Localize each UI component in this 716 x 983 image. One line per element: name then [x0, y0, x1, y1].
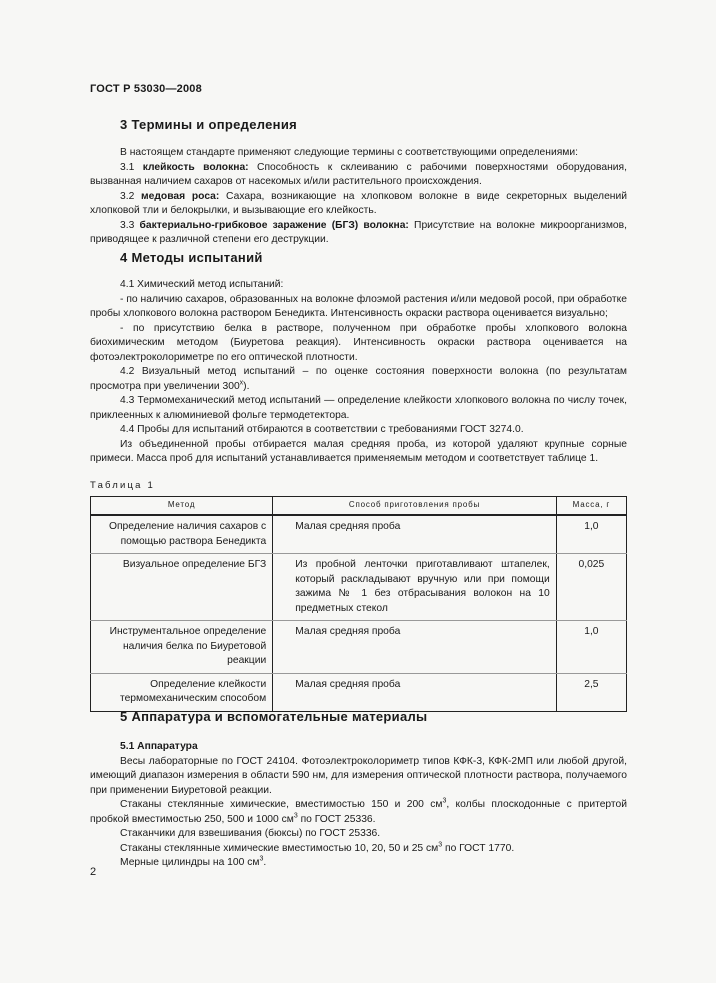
section-4-title: 4 Методы испытаний [120, 250, 263, 265]
cell-method: Определение клейкости термомеханическим способом [91, 673, 273, 711]
section-3-intro: В настоящем стандарте применяют следующие термины с соответствующими определениями: [120, 147, 578, 158]
cell-prep: Малая средняя проба [273, 673, 557, 711]
para-4-4-cont: Из объединенной пробы отбирается малая средняя проба, из которой удаляют крупные сорные примеси. Масса проб для испытаний устанавливается применяемым методом и соответствует таблице 1. [90, 438, 627, 464]
para-5-1-scales: Весы лабораторные по ГОСТ 24104. Фотоэлектроколориметр типов КФК-3, КФК-2МП или любой другой, имеющий диапазон измерения в области 590 нм, для измерения оптической плотности раствора, получаемого при применении Биуретовой реакции. [90, 755, 627, 796]
term-3-1-name: клейкость волокна: [142, 161, 249, 173]
term-3-2-name: медовая роса: [141, 190, 220, 202]
cell-mass: 0,025 [556, 554, 626, 621]
cell-prep: Малая средняя проба [273, 515, 557, 554]
section-5-body [90, 740, 627, 871]
table-row [91, 515, 627, 554]
term-3-2: 3.2 медовая роса: Сахара, возникающие на хлопковом волокне в виде секреторных выделений хлопковой тли и белокрылки, и вызывающие его клейкость. [90, 190, 627, 216]
cell-mass: 2,5 [556, 673, 626, 711]
table-caption: Таблица 1 [90, 480, 155, 491]
section-3-body [90, 146, 627, 248]
para-4-1: 4.1 Химический метод испытаний: [120, 279, 284, 290]
para-4-4: 4.4 Пробы для испытаний отбираются в соответствии с требованиями ГОСТ 3274.0. [120, 424, 524, 435]
subsection-5-1-title: 5.1 Аппаратура [120, 741, 198, 752]
para-5-1-beakers: Стаканы стеклянные химические, вместимостью 150 и 200 $см^3$, колбы плоскодонные с притертой пробкой вместимостью 250, 500 и 1000 $см^3$ по ГОСТ 25336. [90, 797, 628, 825]
section-5-title: 5 Аппаратура и вспомогательные материалы [120, 709, 428, 724]
cell-method: Инструментальное определение наличия белка по Биуретовой реакции [91, 621, 273, 674]
header-method: Метод [91, 497, 273, 516]
cell-prep: Малая средняя проба [273, 621, 557, 674]
header-prep: Способ приготовления пробы [273, 497, 557, 516]
cell-method: Определение наличия сахаров с помощью раствора Бенедикта [91, 515, 273, 554]
para-4-2: 4.2 Визуальный метод испытаний – по оценке состояния поверхности волокна (по результатам просмотра при увеличении $300^х$). [90, 366, 627, 392]
para-4-3: 4.3 Термомеханический метод испытаний — определение клейкости хлопкового волокна по числу точек, приклеенных к алюминиевой фольге термодетектора. [90, 395, 627, 421]
para-4-1-sugar: - по наличию сахаров, образованных на волокне флоэмой растения и/или медовой росой, при обработке пробы хлопкового волокна раствором Бенедикта. Интенсивность окраски раствора оценивается визуально; [90, 293, 627, 319]
header-mass: Масса, г [556, 497, 626, 516]
term-3-3-name: бактериально-грибковое заражение (БГЗ) волокна: [139, 219, 409, 231]
table-row [91, 673, 627, 711]
cell-mass: 1,0 [556, 515, 626, 554]
section-4-body [90, 278, 627, 467]
para-4-1-protein: - по присутствию белка в растворе, полученном при обработке пробы хлопкового волокна биохимическим методом (Биуретова реакция). Интенсивность окраски раствора оценивается на фотоэлектроколориметре по его оптической плотности. [90, 322, 627, 363]
cell-method: Визуальное определение БГЗ [91, 554, 273, 621]
document-header: ГОСТ Р 53030—2008 [90, 83, 202, 95]
term-3-1: 3.1 клейкость волокна: Способность к склеиванию с рабочими поверхностями оборудования, вызванная наличием сахаров от насекомых и/или растительного происхождения. [90, 161, 627, 187]
para-5-1-weighing-bottles: Стаканчики для взвешивания (бюксы) по ГОСТ 25336. [120, 828, 381, 839]
para-5-1-cylinders: Мерные цилиндры на 100 $см^3$. [120, 855, 267, 868]
para-5-1-small-beakers: Стаканы стеклянные химические вместимостью 10, 20, 50 и 25 $см^3$ по ГОСТ 1770. [120, 841, 515, 854]
term-3-3: 3.3 бактериально-грибковое заражение (БГЗ) волокна: Присутствие на волокне микроорганизмов, приводящее к различной степени его деструкции. [90, 219, 627, 245]
section-3-title: 3 Термины и определения [120, 117, 298, 132]
table-row [91, 554, 627, 621]
table-row [91, 621, 627, 674]
cell-mass: 1,0 [556, 621, 626, 674]
cell-prep: Из пробной ленточки приготавливают штапелек, который раскладывают вручную или при помощи зажима № 1 без отбрасывания волокон на 10 предметных стекол [273, 554, 557, 621]
table-header-row [91, 497, 627, 516]
page-number: 2 [90, 866, 97, 878]
table-1 [90, 496, 627, 712]
